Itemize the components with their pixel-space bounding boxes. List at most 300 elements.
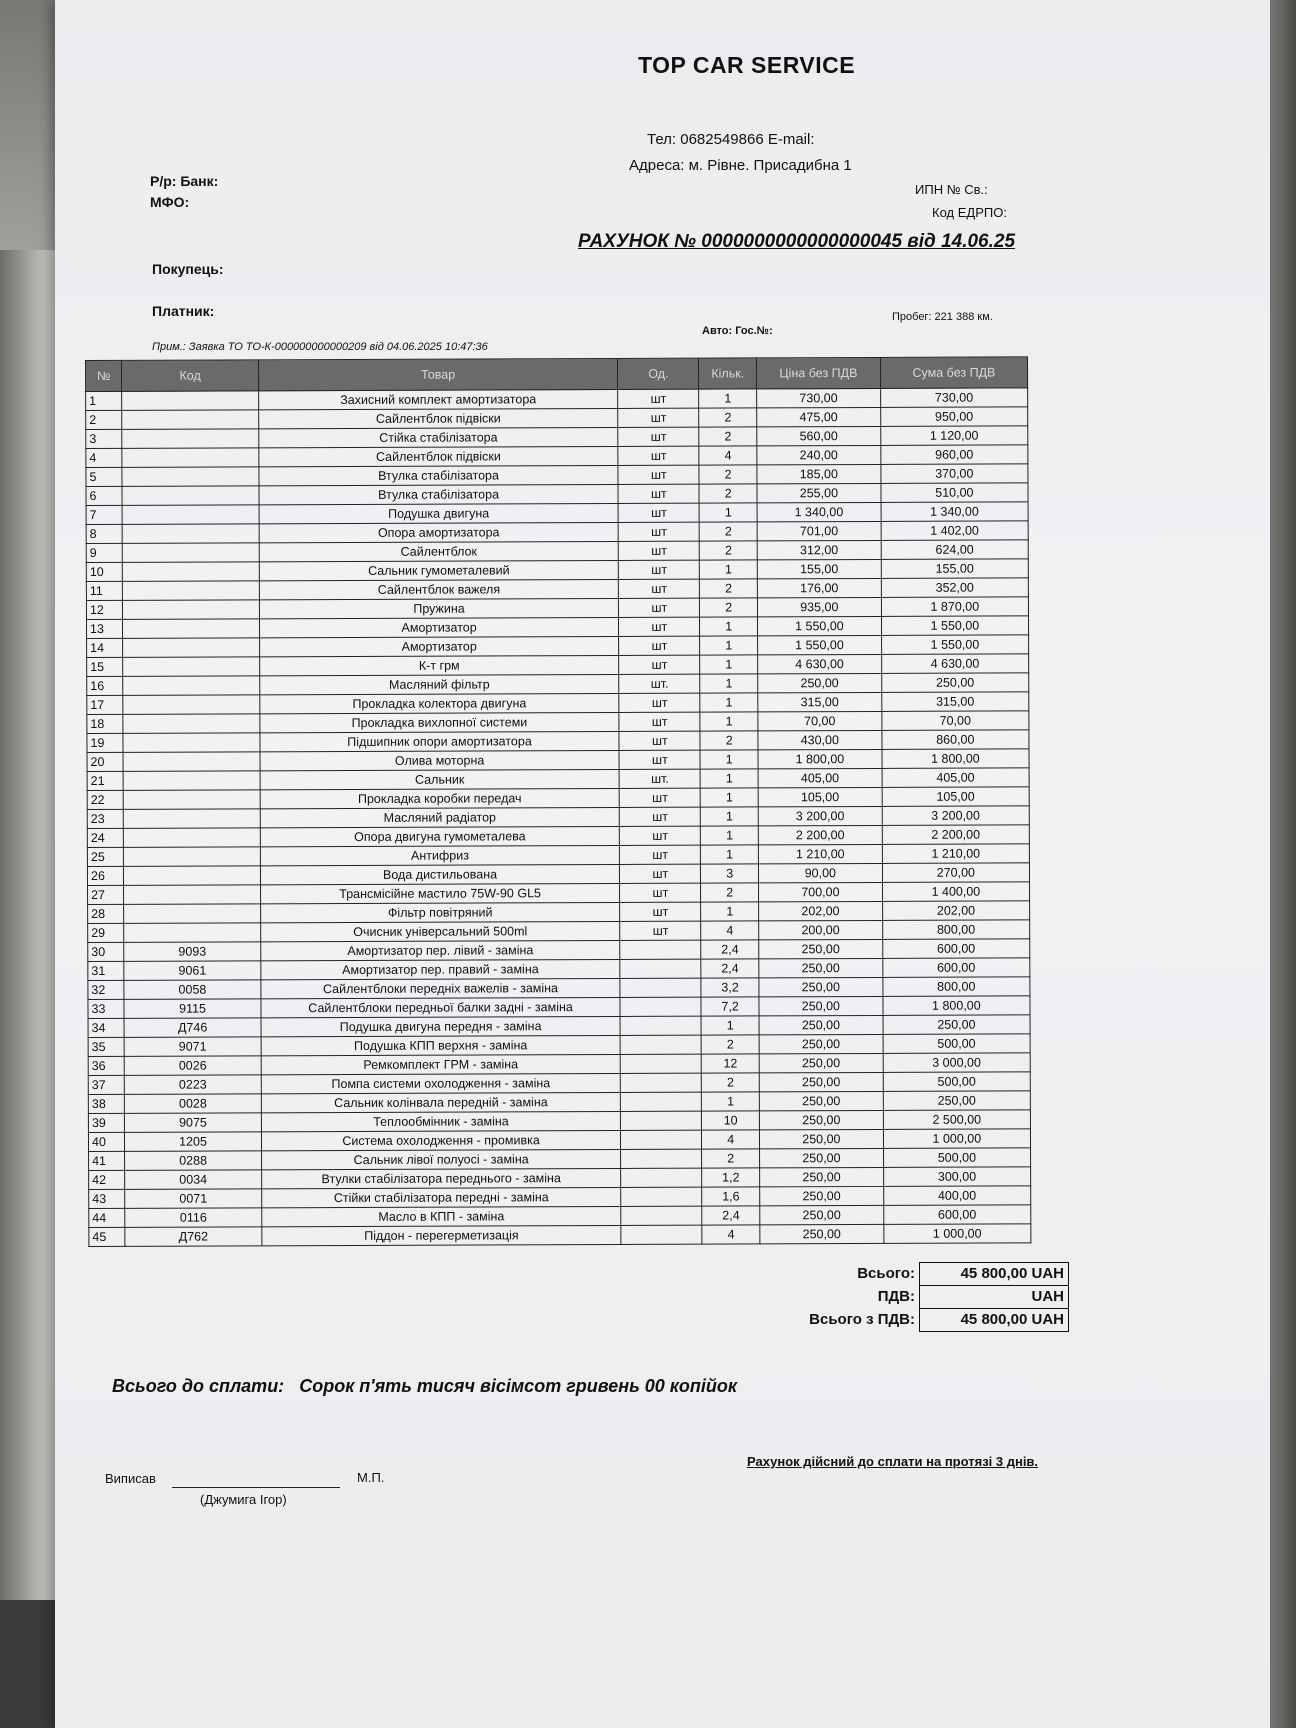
row-number: 37	[88, 1075, 124, 1094]
row-price: 701,00	[757, 521, 881, 540]
row-product: Опора двигуна гумометалева	[260, 826, 620, 846]
row-code	[123, 562, 260, 582]
row-unit: шт	[619, 693, 700, 712]
row-quantity: 2,4	[701, 940, 759, 959]
row-number: 30	[88, 942, 124, 961]
row-sum: 1 340,00	[881, 502, 1028, 522]
row-unit	[621, 1073, 702, 1092]
row-price: 560,00	[757, 426, 881, 445]
column-header-unit: Од.	[618, 358, 699, 389]
row-sum: 1 800,00	[883, 996, 1030, 1016]
total-label: Всього:	[857, 1265, 915, 1282]
row-sum: 624,00	[881, 540, 1028, 560]
row-product: Амортизатор	[259, 636, 619, 656]
row-quantity: 2	[702, 1073, 760, 1092]
row-sum: 250,00	[883, 1015, 1030, 1035]
row-product: Прокладка коробки передач	[260, 788, 620, 808]
vat-row	[761, 1286, 1069, 1309]
row-quantity: 7,2	[701, 997, 759, 1016]
row-quantity: 1	[700, 617, 758, 636]
row-quantity: 2	[699, 408, 757, 427]
row-unit: шт	[619, 788, 700, 807]
invoice-title: РАХУНОК № 0000000000000000045 від 14.06.25	[578, 231, 1016, 252]
row-price: 730,00	[757, 388, 881, 407]
row-price: 250,00	[759, 977, 883, 996]
row-product: Сайлентблок підвіски	[259, 408, 619, 428]
row-product: Сайлентблок важеля	[259, 579, 619, 599]
row-number: 41	[89, 1151, 125, 1170]
row-product: Сальник	[260, 769, 620, 789]
row-quantity: 2	[699, 484, 757, 503]
row-unit	[621, 1206, 702, 1225]
column-header-quantity: Кільк.	[699, 358, 757, 389]
row-product: Стійка стабілізатора	[259, 427, 619, 447]
row-sum: 800,00	[882, 920, 1029, 940]
row-quantity: 2	[702, 1035, 760, 1054]
row-code	[122, 410, 259, 430]
row-quantity: 12	[702, 1054, 760, 1073]
row-price: 250,00	[759, 1129, 883, 1148]
row-number: 43	[89, 1189, 125, 1208]
row-sum: 2 500,00	[883, 1110, 1030, 1130]
row-product: Сайлентблоки передніх важелів - заміна	[261, 978, 621, 998]
row-product: Помпа системи охолодження - заміна	[261, 1073, 621, 1093]
row-unit: шт	[619, 712, 700, 731]
amount-words-text: Сорок п'ять тисяч вісімсот гривень 00 копійок	[299, 1376, 738, 1396]
company-name: TOP CAR SERVICE	[638, 52, 856, 78]
row-code	[123, 581, 260, 601]
row-unit	[621, 1225, 702, 1244]
column-header-price: Ціна без ПДВ	[756, 357, 880, 388]
edrpo-label: Код ЕДРПО:	[932, 205, 1007, 220]
row-price: 250,00	[759, 1072, 883, 1091]
row-sum: 352,00	[881, 578, 1028, 598]
row-code	[123, 695, 260, 715]
row-code	[124, 866, 261, 886]
row-number: 17	[87, 695, 123, 714]
row-quantity: 1	[702, 1092, 760, 1111]
row-number: 44	[89, 1208, 125, 1227]
row-code: Д746	[124, 1018, 261, 1038]
row-sum: 1 870,00	[881, 597, 1028, 617]
row-sum: 600,00	[883, 958, 1030, 978]
mileage: Пробег: 221 388 км.	[892, 311, 993, 323]
signer-name: (Джумига Ігор)	[200, 1492, 287, 1507]
row-product: Стійки стабілізатора передні - заміна	[261, 1187, 621, 1207]
row-number: 28	[88, 904, 124, 923]
row-price: 2 200,00	[758, 825, 882, 844]
contacts-address: Адреса: м. Рівне. Присадибна 1	[629, 157, 852, 174]
row-unit: шт	[619, 541, 700, 560]
row-product: К-т грм	[259, 655, 619, 675]
row-unit: шт	[618, 427, 699, 446]
buyer-label: Покупець:	[152, 261, 224, 277]
row-number: 40	[88, 1132, 124, 1151]
row-product: Сайлентблоки передньої балки задні - заміна	[261, 997, 621, 1017]
row-number: 25	[87, 847, 123, 866]
row-unit: шт	[619, 579, 700, 598]
totals-table	[761, 1262, 1069, 1332]
contacts-phone-email: Тел: 0682549866 E-mail:	[647, 131, 815, 148]
row-sum: 250,00	[883, 1091, 1030, 1111]
row-sum: 1 550,00	[881, 616, 1028, 636]
row-unit: шт.	[619, 769, 700, 788]
row-quantity: 4	[702, 1130, 760, 1149]
row-number: 34	[88, 1018, 124, 1037]
row-code	[122, 467, 259, 487]
row-number: 1	[86, 391, 122, 410]
row-code	[123, 771, 260, 791]
row-price: 1 340,00	[757, 502, 881, 521]
row-sum: 500,00	[883, 1148, 1030, 1168]
row-unit	[620, 1016, 701, 1035]
row-price: 70,00	[758, 711, 882, 730]
row-quantity: 4	[702, 1225, 760, 1244]
row-code	[123, 600, 260, 620]
row-unit: шт	[620, 826, 701, 845]
row-sum: 405,00	[882, 768, 1029, 788]
row-product: Амортизатор пер. лівий - заміна	[261, 940, 621, 960]
ipn-label: ИПН № Св.:	[915, 182, 988, 197]
row-product: Подушка КПП верхня - заміна	[261, 1035, 621, 1055]
row-number: 35	[88, 1037, 124, 1056]
row-price: 250,00	[759, 1110, 883, 1129]
row-number: 18	[87, 714, 123, 733]
row-number: 11	[86, 581, 122, 600]
row-number: 36	[88, 1056, 124, 1075]
row-quantity: 2,4	[701, 959, 759, 978]
row-number: 20	[87, 752, 123, 771]
row-product: Сальник гумометалевий	[259, 560, 619, 580]
row-quantity: 2	[700, 522, 758, 541]
row-sum: 600,00	[884, 1205, 1031, 1225]
row-sum: 155,00	[881, 559, 1028, 579]
row-code	[124, 847, 261, 867]
row-quantity: 1	[701, 902, 759, 921]
row-product: Антифриз	[260, 845, 620, 865]
row-code	[122, 505, 259, 525]
row-unit: шт	[618, 465, 699, 484]
row-unit: шт	[618, 484, 699, 503]
row-sum: 1 550,00	[881, 635, 1028, 655]
row-product: Масляний фільтр	[260, 674, 620, 694]
row-price: 405,00	[758, 768, 882, 787]
row-unit	[621, 1111, 702, 1130]
row-unit	[620, 997, 701, 1016]
row-quantity: 1	[700, 560, 758, 579]
vat-value: UAH	[920, 1286, 1069, 1309]
row-number: 16	[87, 676, 123, 695]
row-sum: 1 400,00	[882, 882, 1029, 902]
row-quantity: 1	[700, 636, 758, 655]
row-number: 32	[88, 980, 124, 999]
row-code	[122, 391, 259, 411]
row-unit: шт	[619, 731, 700, 750]
row-sum: 105,00	[882, 787, 1029, 807]
signature-line	[172, 1487, 340, 1488]
row-unit: шт.	[619, 674, 700, 693]
amount-words-label: Всього до сплати:	[112, 1376, 285, 1396]
row-price: 250,00	[760, 1205, 884, 1224]
row-sum: 3 200,00	[882, 806, 1029, 826]
row-price: 1 550,00	[757, 616, 881, 635]
row-product: Вода дистильована	[260, 864, 620, 884]
row-quantity: 1	[700, 674, 758, 693]
row-price: 430,00	[758, 730, 882, 749]
row-code: 9093	[124, 942, 261, 962]
row-number: 31	[88, 961, 124, 980]
row-quantity: 3	[701, 864, 759, 883]
row-code: 9075	[125, 1113, 262, 1133]
row-unit: шт	[620, 807, 701, 826]
row-product: Очисник універсальний 500ml	[260, 921, 620, 941]
row-code	[123, 638, 260, 658]
row-price: 475,00	[757, 407, 881, 426]
row-code: Д762	[125, 1227, 262, 1247]
row-number: 7	[86, 505, 122, 524]
row-number: 19	[87, 733, 123, 752]
row-sum: 1 402,00	[881, 521, 1028, 541]
row-code	[123, 676, 260, 696]
row-quantity: 2	[701, 883, 759, 902]
row-price: 255,00	[757, 483, 881, 502]
row-sum: 500,00	[883, 1034, 1030, 1054]
row-product: Прокладка вихлопної системи	[260, 712, 620, 732]
row-price: 250,00	[760, 1224, 884, 1243]
row-quantity: 2	[702, 1149, 760, 1168]
items-table	[85, 356, 1031, 1247]
row-number: 8	[86, 524, 122, 543]
row-code	[124, 828, 261, 848]
row-quantity: 4	[701, 921, 759, 940]
row-product: Масляний радіатор	[260, 807, 620, 827]
order-note: Прим.: Заявка ТО ТО-К-000000000000209 від 04.06.2025 10:47:36	[152, 341, 488, 353]
row-price: 250,00	[760, 1167, 884, 1186]
row-quantity: 2	[699, 465, 757, 484]
row-sum: 400,00	[883, 1186, 1030, 1206]
row-unit	[620, 978, 701, 997]
row-quantity: 4	[699, 446, 757, 465]
row-code	[123, 619, 260, 639]
row-number: 15	[87, 657, 123, 676]
row-price: 250,00	[759, 1053, 883, 1072]
row-sum: 1 210,00	[882, 844, 1029, 864]
row-price: 250,00	[759, 1015, 883, 1034]
row-product: Олива моторна	[260, 750, 620, 770]
row-sum: 510,00	[881, 483, 1028, 503]
row-number: 5	[86, 467, 122, 486]
row-sum: 2 200,00	[882, 825, 1029, 845]
row-code: 0116	[125, 1208, 262, 1228]
vat-label: ПДВ:	[877, 1288, 915, 1305]
row-product: Масло в КПП - заміна	[262, 1206, 622, 1226]
row-product: Втулки стабілізатора переднього - заміна	[261, 1168, 621, 1188]
row-unit: шт	[620, 845, 701, 864]
row-sum: 370,00	[881, 464, 1028, 484]
total-with-vat-label: Всього з ПДВ:	[809, 1311, 915, 1328]
row-number: 23	[87, 809, 123, 828]
row-product: Прокладка колектора двигуна	[260, 693, 620, 713]
row-unit: шт	[618, 503, 699, 522]
row-quantity: 1	[699, 389, 757, 408]
row-sum: 4 630,00	[881, 654, 1028, 674]
row-sum: 315,00	[882, 692, 1029, 712]
row-product: Амортизатор пер. правий - заміна	[261, 959, 621, 979]
row-unit: шт	[618, 389, 699, 408]
signature-label: Виписав	[105, 1471, 156, 1486]
row-unit: шт	[620, 902, 701, 921]
column-header-sum: Сума без ПДВ	[880, 357, 1027, 389]
row-quantity: 1	[701, 1016, 759, 1035]
row-unit: шт	[618, 446, 699, 465]
row-code	[123, 809, 260, 829]
row-product: Піддон - перегерметизація	[262, 1225, 622, 1245]
row-quantity: 1,2	[702, 1168, 760, 1187]
row-quantity: 1	[700, 712, 758, 731]
row-product: Сальник колінвала передній - заміна	[261, 1092, 621, 1112]
row-quantity: 1	[701, 807, 759, 826]
row-number: 29	[88, 923, 124, 942]
row-code	[122, 486, 259, 506]
row-quantity: 10	[702, 1111, 760, 1130]
table-row	[89, 1224, 1031, 1247]
row-unit: шт	[618, 408, 699, 427]
column-header-product: Товар	[258, 358, 618, 390]
row-unit: шт	[619, 617, 700, 636]
row-sum: 800,00	[883, 977, 1030, 997]
row-product: Подушка двигуна	[259, 503, 619, 523]
row-product: Сальник лівої полуосі - заміна	[261, 1149, 621, 1169]
row-quantity: 2	[699, 427, 757, 446]
row-price: 700,00	[759, 882, 883, 901]
row-price: 4 630,00	[758, 654, 882, 673]
row-price: 250,00	[758, 673, 882, 692]
row-price: 250,00	[759, 1091, 883, 1110]
row-number: 12	[86, 600, 122, 619]
row-code: 9061	[124, 961, 261, 981]
car-label: Авто: Гос.№:	[702, 325, 773, 337]
row-number: 3	[86, 429, 122, 448]
row-product: Опора амортизатора	[259, 522, 619, 542]
row-price: 240,00	[757, 445, 881, 464]
row-unit: шт	[619, 655, 700, 674]
row-quantity: 1	[700, 750, 758, 769]
row-code: 0034	[125, 1170, 262, 1190]
row-price: 935,00	[757, 597, 881, 616]
row-price: 202,00	[759, 901, 883, 920]
amount-in-words	[112, 1376, 737, 1397]
row-unit: шт	[620, 921, 701, 940]
row-price: 90,00	[758, 863, 882, 882]
row-number: 14	[87, 638, 123, 657]
row-sum: 1 800,00	[882, 749, 1029, 769]
row-quantity: 2	[700, 731, 758, 750]
row-number: 21	[87, 771, 123, 790]
row-price: 1 800,00	[758, 749, 882, 768]
row-number: 24	[87, 828, 123, 847]
bank-account-label: Р/р: Банк:	[150, 173, 219, 189]
total-row	[761, 1263, 1069, 1286]
row-sum: 730,00	[880, 388, 1027, 408]
row-sum: 300,00	[883, 1167, 1030, 1187]
row-code	[123, 733, 260, 753]
row-number: 26	[87, 866, 123, 885]
row-price: 105,00	[758, 787, 882, 806]
row-price: 312,00	[757, 540, 881, 559]
row-unit	[621, 1187, 702, 1206]
row-number: 4	[86, 448, 122, 467]
row-code: 0028	[125, 1094, 262, 1114]
row-unit	[621, 1130, 702, 1149]
row-sum: 600,00	[882, 939, 1029, 959]
row-number: 9	[86, 543, 122, 562]
items-table-body	[86, 388, 1031, 1247]
row-quantity: 2	[700, 541, 758, 560]
row-number: 39	[88, 1113, 124, 1132]
row-quantity: 3,2	[701, 978, 759, 997]
row-unit: шт	[620, 864, 701, 883]
row-product: Трансмісійне мастило 75W-90 GL5	[260, 883, 620, 903]
row-unit: шт	[619, 598, 700, 617]
row-unit	[621, 1149, 702, 1168]
row-unit: шт	[620, 883, 701, 902]
row-unit: шт	[619, 560, 700, 579]
row-sum: 950,00	[880, 407, 1027, 427]
row-unit: шт	[619, 750, 700, 769]
column-header-number: №	[86, 360, 122, 391]
row-code	[122, 429, 259, 449]
row-product: Сайлентблок підвіски	[259, 446, 619, 466]
row-code	[122, 524, 259, 544]
row-price: 1 550,00	[758, 635, 882, 654]
row-unit	[621, 1168, 702, 1187]
row-number: 38	[88, 1094, 124, 1113]
row-quantity: 1	[699, 503, 757, 522]
row-code	[123, 714, 260, 734]
row-number: 10	[86, 562, 122, 581]
row-product: Втулка стабілізатора	[259, 465, 619, 485]
row-product: Ремкомплект ГРМ - заміна	[261, 1054, 621, 1074]
row-number: 2	[86, 410, 122, 429]
row-quantity: 2	[700, 598, 758, 617]
row-unit: шт	[618, 522, 699, 541]
row-price: 250,00	[759, 939, 883, 958]
row-sum: 1 120,00	[881, 426, 1028, 446]
mfo-label: МФО:	[150, 194, 190, 210]
row-product: Теплообмінник - заміна	[261, 1111, 621, 1131]
row-price: 1 210,00	[758, 844, 882, 863]
row-number: 27	[88, 885, 124, 904]
row-price: 155,00	[757, 559, 881, 578]
row-unit	[620, 959, 701, 978]
row-product: Система охолодження - промивка	[261, 1130, 621, 1150]
row-price: 250,00	[759, 958, 883, 977]
row-unit	[621, 1092, 702, 1111]
row-product: Амортизатор	[259, 617, 619, 637]
row-code: 0058	[124, 980, 261, 1000]
row-sum: 1 000,00	[883, 1129, 1030, 1149]
invoice-paper	[55, 0, 1270, 1728]
validity-note: Рахунок дійсний до сплати на протязі 3 днів.	[747, 1454, 1039, 1469]
row-code	[124, 923, 261, 943]
row-price: 250,00	[759, 996, 883, 1015]
row-quantity: 1	[701, 845, 759, 864]
row-code	[122, 543, 259, 563]
row-unit	[620, 1054, 701, 1073]
row-product: Підшипник опори амортизатора	[260, 731, 620, 751]
column-header-code: Код	[122, 360, 259, 392]
row-unit: шт	[619, 636, 700, 655]
